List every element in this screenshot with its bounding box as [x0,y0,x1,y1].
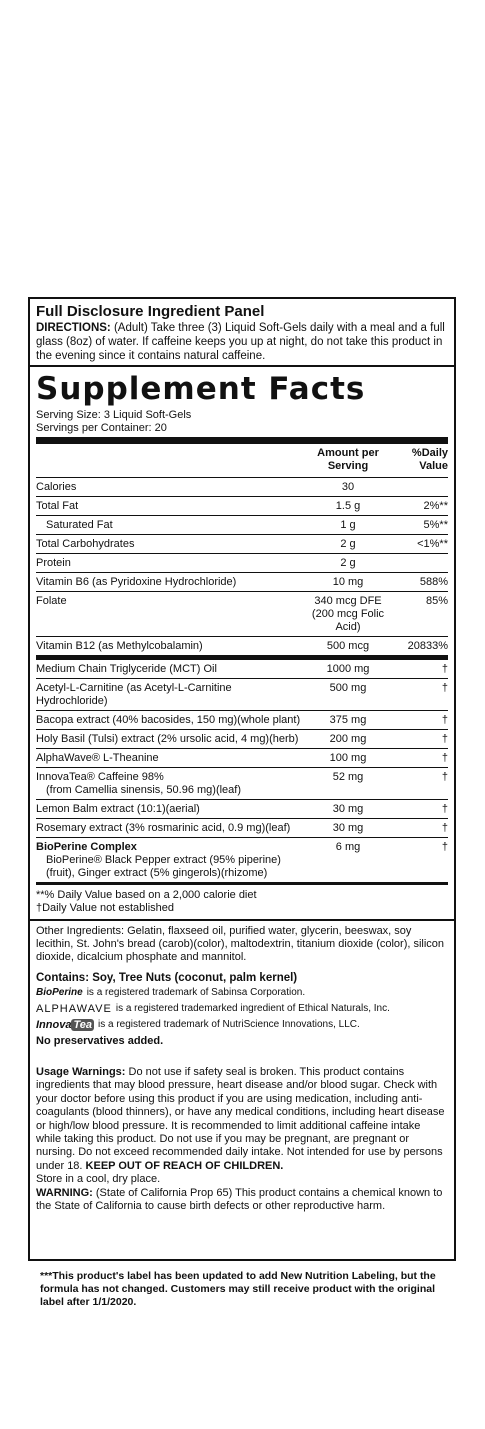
amount-cell [304,733,392,746]
nutrient-name [36,841,304,880]
nutrient-label: Holy Basil (Tulsi) extract (2% ursolic acid, 4 mg)(herb) [36,733,299,745]
keep-out-text: KEEP OUT OF REACH OF CHILDREN. [85,1159,284,1172]
amount-cell [304,640,392,653]
nutrient-label: InnovaTea® Caffeine 98% [36,771,164,783]
store-text: Store in a cool, dry place. [36,1173,161,1186]
usage-text: Do not use if safety seal is broken. This product contains ingredients that may blood pressure, heart disease and/or blood sugar. Check with your doctor before using this product if you are using medication, including anti-coagulants (blood thinners), or have any medical conditions, including heart disease or high/low blood pressure. It is recommended to limit additional caffeine intake while taking this product. Do not use if you may be pregnant, are pregnant or nursing. Do not exceed recommended daily intake. Not intended for use by persons under 18. [36,1066,445,1172]
nutrient-name [36,640,304,653]
nutrient-label: Total Fat [36,500,79,512]
amount-value: 30 mg [332,822,364,834]
amount-cell [304,682,392,708]
amount-cell [304,841,392,880]
amount-value: 340 mcg DFE [314,595,382,607]
footnote-dv: **% Daily Value based on a 2,000 calorie diet [36,889,257,901]
facts-row [36,767,448,799]
nutrient-name [36,733,304,746]
facts-row [36,818,448,837]
dv-cell: 85% [425,595,448,607]
directions-text [36,321,448,363]
trademark-alphawave [36,1001,448,1017]
nutrient-name [36,682,304,708]
directions-body: (Adult) Take three (3) Liquid Soft-Gels daily with a meal and a full glass (8oz) of water. If caffeine keeps you up at night, do not take this product in the evening since it contains natural caffeine. [36,322,445,362]
facts-row [36,477,448,496]
facts-row [36,515,448,534]
alphawave-logo: ALPHAWAVE [36,1003,112,1015]
amount-value: 6 mg [335,841,361,853]
amount-cell [304,803,392,816]
nutrient-label: Vitamin B12 (as Methylcobalamin) [36,640,203,652]
nutrient-sublabel: BioPerine® Black Pepper extract (95% piperine) (fruit), Ginger extract (5% gingerols)(rhizome) [46,854,281,879]
nutrient-label: AlphaWave® L-Theanine [36,752,159,764]
dv-cell: † [441,771,448,783]
facts-row [36,636,448,655]
nutrient-name [36,538,304,551]
nutrient-name [36,557,304,570]
amount-cell [304,752,392,765]
amount-value: 2 g [340,538,356,550]
nutrient-name [36,519,304,532]
facts-header [36,444,448,477]
amount-cell [304,714,392,727]
trademark-innovatea [36,1017,448,1033]
nutrient-label: Vitamin B6 (as Pyridoxine Hydrochloride) [36,576,237,588]
bioperine-logo: BioPerine [36,987,83,998]
nutrient-label: Calories [36,481,77,493]
nutrient-name [36,822,304,835]
dv-cell [392,481,448,494]
dv-cell: 588% [419,576,448,588]
dv-cell: <1%** [417,538,448,550]
nutrient-label: Protein [36,557,71,569]
disclosure-section [30,299,454,367]
nutrient-label: BioPerine Complex [36,841,137,853]
nutrient-name [36,803,304,816]
dv-cell: † [441,663,448,675]
amount-value: 2 g [340,557,356,569]
serving-size: Serving Size: 3 Liquid Soft-Gels [36,409,192,421]
other-section [30,919,454,1217]
amount-cell [304,519,392,532]
trademark-text: is a registered trademark of NutriScience Innovations, LLC. [98,1019,360,1030]
nutrient-name [36,576,304,589]
nutrient-label: Medium Chain Triglyceride (MCT) Oil [36,663,217,675]
supplement-facts [30,369,454,919]
label-update-note: ***This product's label has been updated to add New Nutrition Labeling, but the formula has not changed. Customers may still receive product with the original label after 1/1/2020. [40,1270,436,1308]
facts-row [36,534,448,553]
amount-cell [304,771,392,797]
facts-footnotes [36,882,448,919]
amount-value: 1 g [340,519,356,531]
nutrient-rows [36,477,448,655]
nutrient-label: Rosemary extract (3% rosmarinic acid, 0.9 mg)(leaf) [36,822,291,834]
amount-cell [304,557,392,570]
nutrient-label: Saturated Fat [46,519,113,531]
amount-value: 100 mg [329,752,367,764]
nutrient-name [36,481,304,494]
no-preservatives: No preservatives added. [36,1035,164,1047]
trademark-text: is a registered trademarked ingredient of Ethical Naturals, Inc. [115,1003,390,1014]
nutrient-name [36,500,304,513]
facts-row [36,572,448,591]
ingredient-panel [28,297,456,1261]
dv-cell: † [441,682,448,694]
facts-row [36,799,448,818]
amount-cell [304,595,392,634]
amount-cell [304,663,392,676]
other-ingredients: Other Ingredients: Gelatin, flaxseed oil, purified water, glycerin, beeswax, soy lecithin, St. John's bread (carob)(color), maltodextrin, titanium dioxide (color), silicon dioxide, dicalcium phosphate and mannitol. [36,925,445,963]
amount-value: 30 [341,481,355,493]
nutrient-label: Bacopa extract (40% bacosides, 150 mg)(whole plant) [36,714,301,726]
amount-value: 500 mg [329,682,367,694]
facts-row [36,659,448,678]
amount-cell [304,500,392,513]
disclosure-title: Full Disclosure Ingredient Panel [36,303,265,320]
dv-cell: 5%** [423,519,448,531]
dv-cell: † [441,841,448,853]
nutrient-name [36,595,304,634]
nutrient-name [36,771,304,797]
warning-label: WARNING: [36,1186,93,1199]
nutrient-name [36,714,304,727]
amount-header: Amount per Serving [317,447,379,472]
amount-value: 1.5 g [335,500,361,512]
contains-allergens: Contains: Soy, Tree Nuts (coconut, palm kernel) [36,972,298,984]
nutrient-name [36,752,304,765]
dv-cell: 20833% [407,640,448,652]
facts-row [36,729,448,748]
amount-value: 52 mg [332,771,364,783]
amount-value: 375 mg [329,714,367,726]
amount-cell [304,538,392,551]
nutrient-label: Folate [36,595,67,607]
facts-row [36,710,448,729]
usage-label: Usage Warnings: [36,1066,126,1078]
trademark-text: is a registered trademark of Sabinsa Corporation. [86,987,306,998]
dv-cell: † [441,733,448,745]
amount-cell [304,576,392,589]
footnote-dagger: †Daily Value not established [36,902,174,914]
facts-row [36,748,448,767]
nutrient-sublabel: (from Camellia sinensis, 50.96 mg)(leaf) [46,784,242,796]
nutrient-label: Total Carbohydrates [36,538,135,550]
dv-cell [392,557,448,570]
dv-cell: † [441,752,448,764]
amount-value: 10 mg [332,576,364,588]
dv-cell: † [441,822,448,834]
ingredient-rows [36,659,448,882]
dv-header: %Daily Value [411,447,448,472]
facts-row [36,553,448,572]
amount-value: 30 mg [332,803,364,815]
facts-row [36,496,448,515]
amount-cell [304,822,392,835]
dv-cell: † [441,803,448,815]
facts-row [36,837,448,882]
amount-value: 500 mcg [326,640,370,652]
usage-warnings [36,1066,448,1213]
servings-per-container: Servings per Container: 20 [36,422,167,434]
amount-value: 1000 mg [326,663,370,675]
thick-divider [36,437,448,444]
warning-text: (State of California Prop 65) This product contains a chemical known to the State of California to cause birth defects or other reproductive harm. [36,1186,443,1213]
facts-title: Supplement Facts [36,371,366,407]
trademark-bioperine [36,985,448,1001]
dv-cell: 2%** [423,500,448,512]
amount-note: (200 mcg Folic Acid) [311,608,385,633]
facts-row [36,591,448,636]
facts-row [36,678,448,710]
amount-value: 200 mg [329,733,367,745]
nutrient-label: Lemon Balm extract (10:1)(aerial) [36,803,200,815]
nutrient-label: Acetyl-L-Carnitine (as Acetyl-L-Carnitine Hydrochloride) [36,682,232,707]
nutrient-name [36,663,304,676]
dv-cell: † [441,714,448,726]
innovatea-logo: Innova Tea [36,1019,92,1031]
directions-label: DIRECTIONS: [36,322,111,334]
amount-cell [304,481,392,494]
